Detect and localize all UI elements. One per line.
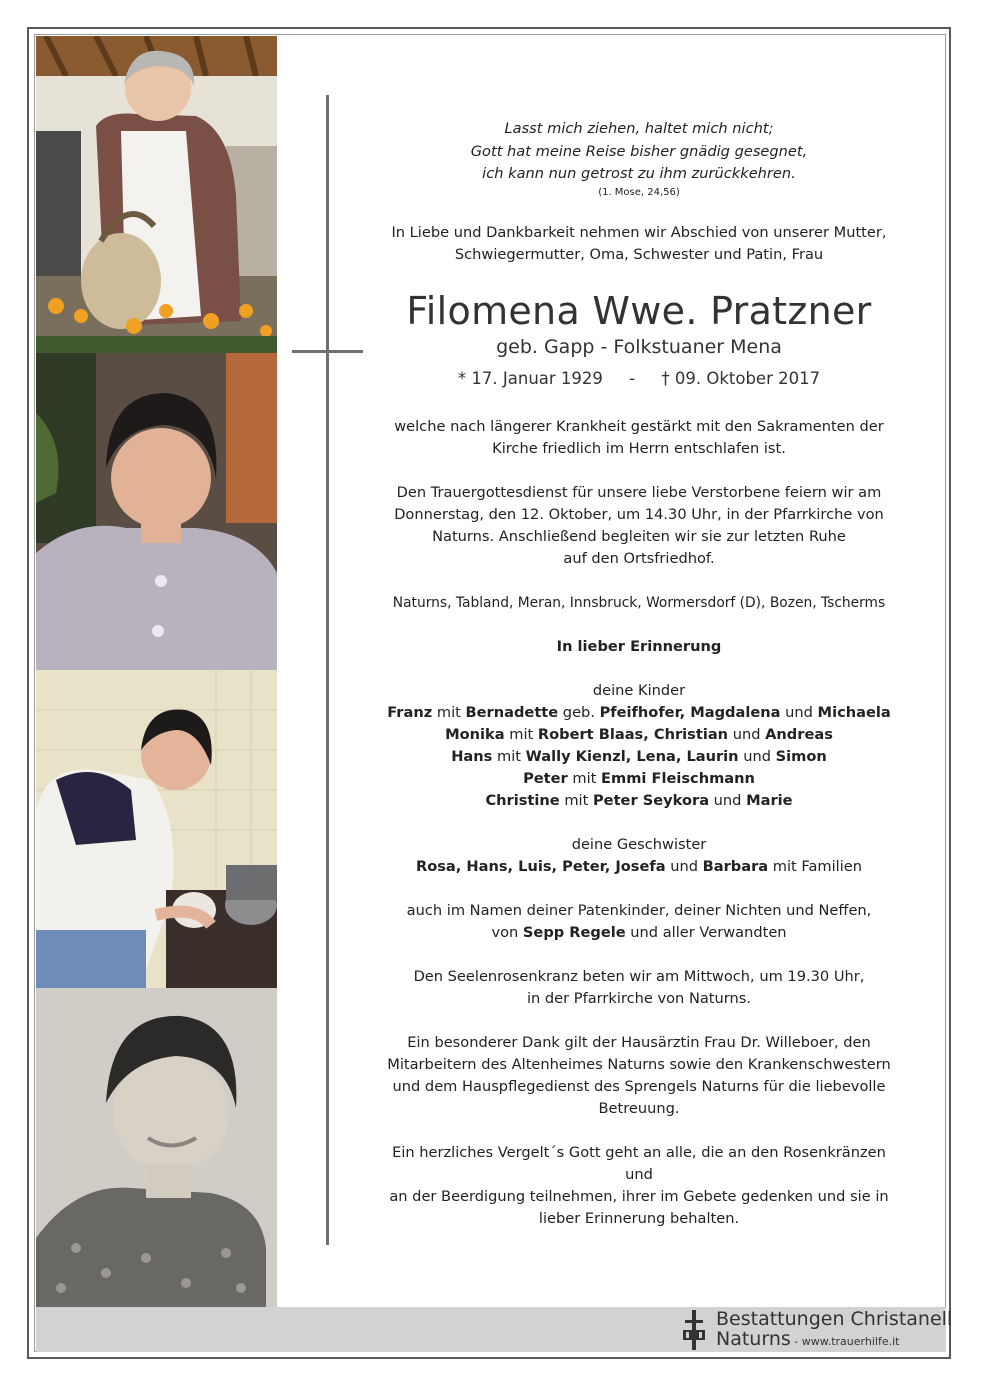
company-location — [716, 1329, 899, 1352]
family-name: Franz — [387, 703, 433, 721]
bible-verse — [378, 118, 900, 186]
death-date: † 09. Oktober 2017 — [661, 368, 821, 388]
photo-watering-flowers — [36, 36, 277, 353]
family-name: Barbara — [702, 857, 769, 875]
closing-line: an der Beerdigung teilnehmen, ihrer im Gebete gedenken und sie in — [389, 1187, 889, 1205]
thanks-line: Betreuung. — [598, 1099, 680, 1117]
rosary-line: Den Seelenrosenkranz beten wir am Mittwoch, um 19.30 Uhr, — [413, 967, 865, 985]
children-row — [378, 702, 900, 724]
intro-line: Schwiegermutter, Oma, Schwester und Patin, Frau — [454, 245, 824, 263]
places-list: Naturns, Tabland, Meran, Innsbruck, Wormersdorf (D), Bozen, Tscherms — [392, 594, 886, 611]
godchildren-name: Sepp Regele — [522, 923, 626, 941]
children-row — [378, 790, 900, 812]
family-name: Simon — [775, 747, 827, 765]
life-dates — [378, 366, 900, 392]
godchildren-line: auch im Namen deiner Patenkinder, deiner Nichten und Neffen, — [406, 901, 872, 919]
rosary-line: in der Pfarrkirche von Naturns. — [526, 989, 752, 1007]
company-town: Naturns — [716, 1328, 791, 1350]
verse-line: ich kann nun getrost zu ihm zurückkehren. — [482, 165, 796, 182]
family-connector: und — [709, 791, 747, 809]
photo-bw-portrait — [36, 988, 277, 1307]
godchildren-pre: von — [491, 923, 523, 941]
children-row — [378, 746, 900, 768]
family-connector: und — [738, 747, 776, 765]
children-row — [378, 768, 900, 790]
family-name: Emmi Fleischmann — [601, 769, 755, 787]
family-connector: mit — [567, 769, 602, 787]
thanks-line: und dem Hauspflegedienst des Sprengels Naturns für die liebevolle — [392, 1077, 886, 1095]
family-name: Peter — [523, 769, 568, 787]
family-connector: und — [780, 703, 818, 721]
family-name: Marie — [746, 791, 793, 809]
company-name: Bestattungen Christanell — [716, 1308, 953, 1330]
birth-date: * 17. Januar 1929 — [457, 368, 603, 388]
family-connector: mit — [559, 791, 593, 809]
funeral-line: Donnerstag, den 12. Oktober, um 14.30 Uhr, in der Pfarrkirche von — [394, 505, 884, 523]
family-name: Peter Seykora — [592, 791, 710, 809]
family-connector: geb. — [558, 703, 600, 721]
obituary-text — [378, 118, 900, 1230]
thanks-line: Mitarbeitern des Altenheimes Naturns sowie den Krankenschwestern — [387, 1055, 891, 1073]
verse-line: Gott hat meine Reise bisher gnädig gesegnet, — [470, 142, 808, 160]
family-name: Robert Blaas, Christian — [537, 725, 729, 743]
family-connector: mit — [492, 747, 526, 765]
godchildren-line — [378, 922, 900, 944]
closing-line: lieber Erinnerung behalten. — [538, 1209, 740, 1227]
death-text-line: Kirche friedlich im Herrn entschlafen ist. — [492, 439, 786, 457]
family-name: Michaela — [817, 703, 891, 721]
remembrance-heading: In lieber Erinnerung — [556, 637, 722, 655]
family-name: Bernadette — [465, 703, 559, 721]
deceased-name: Filomena Wwe. Pratzner — [406, 288, 872, 333]
family-name: Andreas — [765, 725, 833, 743]
family-connector: mit — [504, 725, 538, 743]
siblings-heading: deine Geschwister — [571, 835, 707, 853]
children-heading: deine Kinder — [592, 681, 686, 699]
family-name: Wally Kienzl, Lena, Laurin — [525, 747, 739, 765]
cross-vertical-bar — [326, 95, 329, 1245]
family-name: Monika — [445, 725, 505, 743]
family-name: Christine — [485, 791, 560, 809]
cross-logo-icon — [681, 1310, 707, 1350]
family-name: Rosa, Hans, Luis, Peter, Josefa — [415, 857, 666, 875]
company-website: - www.trauerhilfe.it — [790, 1335, 900, 1348]
siblings-list — [378, 856, 900, 878]
children-list — [378, 702, 900, 812]
family-name: Pfeifhofer, Magdalena — [599, 703, 781, 721]
family-connector: mit Familien — [768, 857, 863, 875]
family-connector: und — [728, 725, 766, 743]
children-row — [378, 724, 900, 746]
cross-horizontal-bar — [292, 350, 363, 353]
photo-portrait-lilac — [36, 353, 277, 670]
photo-column — [36, 36, 277, 1307]
funeral-line: Naturns. Anschließend begleiten wir sie zur letzten Ruhe — [432, 527, 846, 545]
date-separator: - — [629, 368, 636, 388]
family-name: Hans — [451, 747, 493, 765]
verse-line: Lasst mich ziehen, haltet mich nicht; — [504, 120, 774, 137]
verse-reference: (1. Mose, 24,56) — [598, 186, 680, 198]
photo-cooking — [36, 670, 277, 988]
funeral-line: auf den Ortsfriedhof. — [563, 549, 715, 567]
godchildren-post: und aller Verwandten — [625, 923, 787, 941]
family-connector: und — [665, 857, 703, 875]
family-connector: mit — [432, 703, 466, 721]
thanks-line: Ein besonderer Dank gilt der Hausärztin Frau Dr. Willeboer, den — [407, 1033, 871, 1051]
birth-name: geb. Gapp - Folkstuaner Mena — [496, 335, 782, 358]
death-text-line: welche nach längerer Krankheit gestärkt mit den Sakramenten der — [394, 417, 884, 435]
closing-line: Ein herzliches Vergelt´s Gott geht an alle, die an den Rosenkränzen und — [392, 1143, 886, 1183]
intro-line: In Liebe und Dankbarkeit nehmen wir Abschied von unserer Mutter, — [391, 223, 887, 241]
funeral-line: Den Trauergottesdienst für unsere liebe Verstorbene feiern wir am — [396, 483, 882, 501]
